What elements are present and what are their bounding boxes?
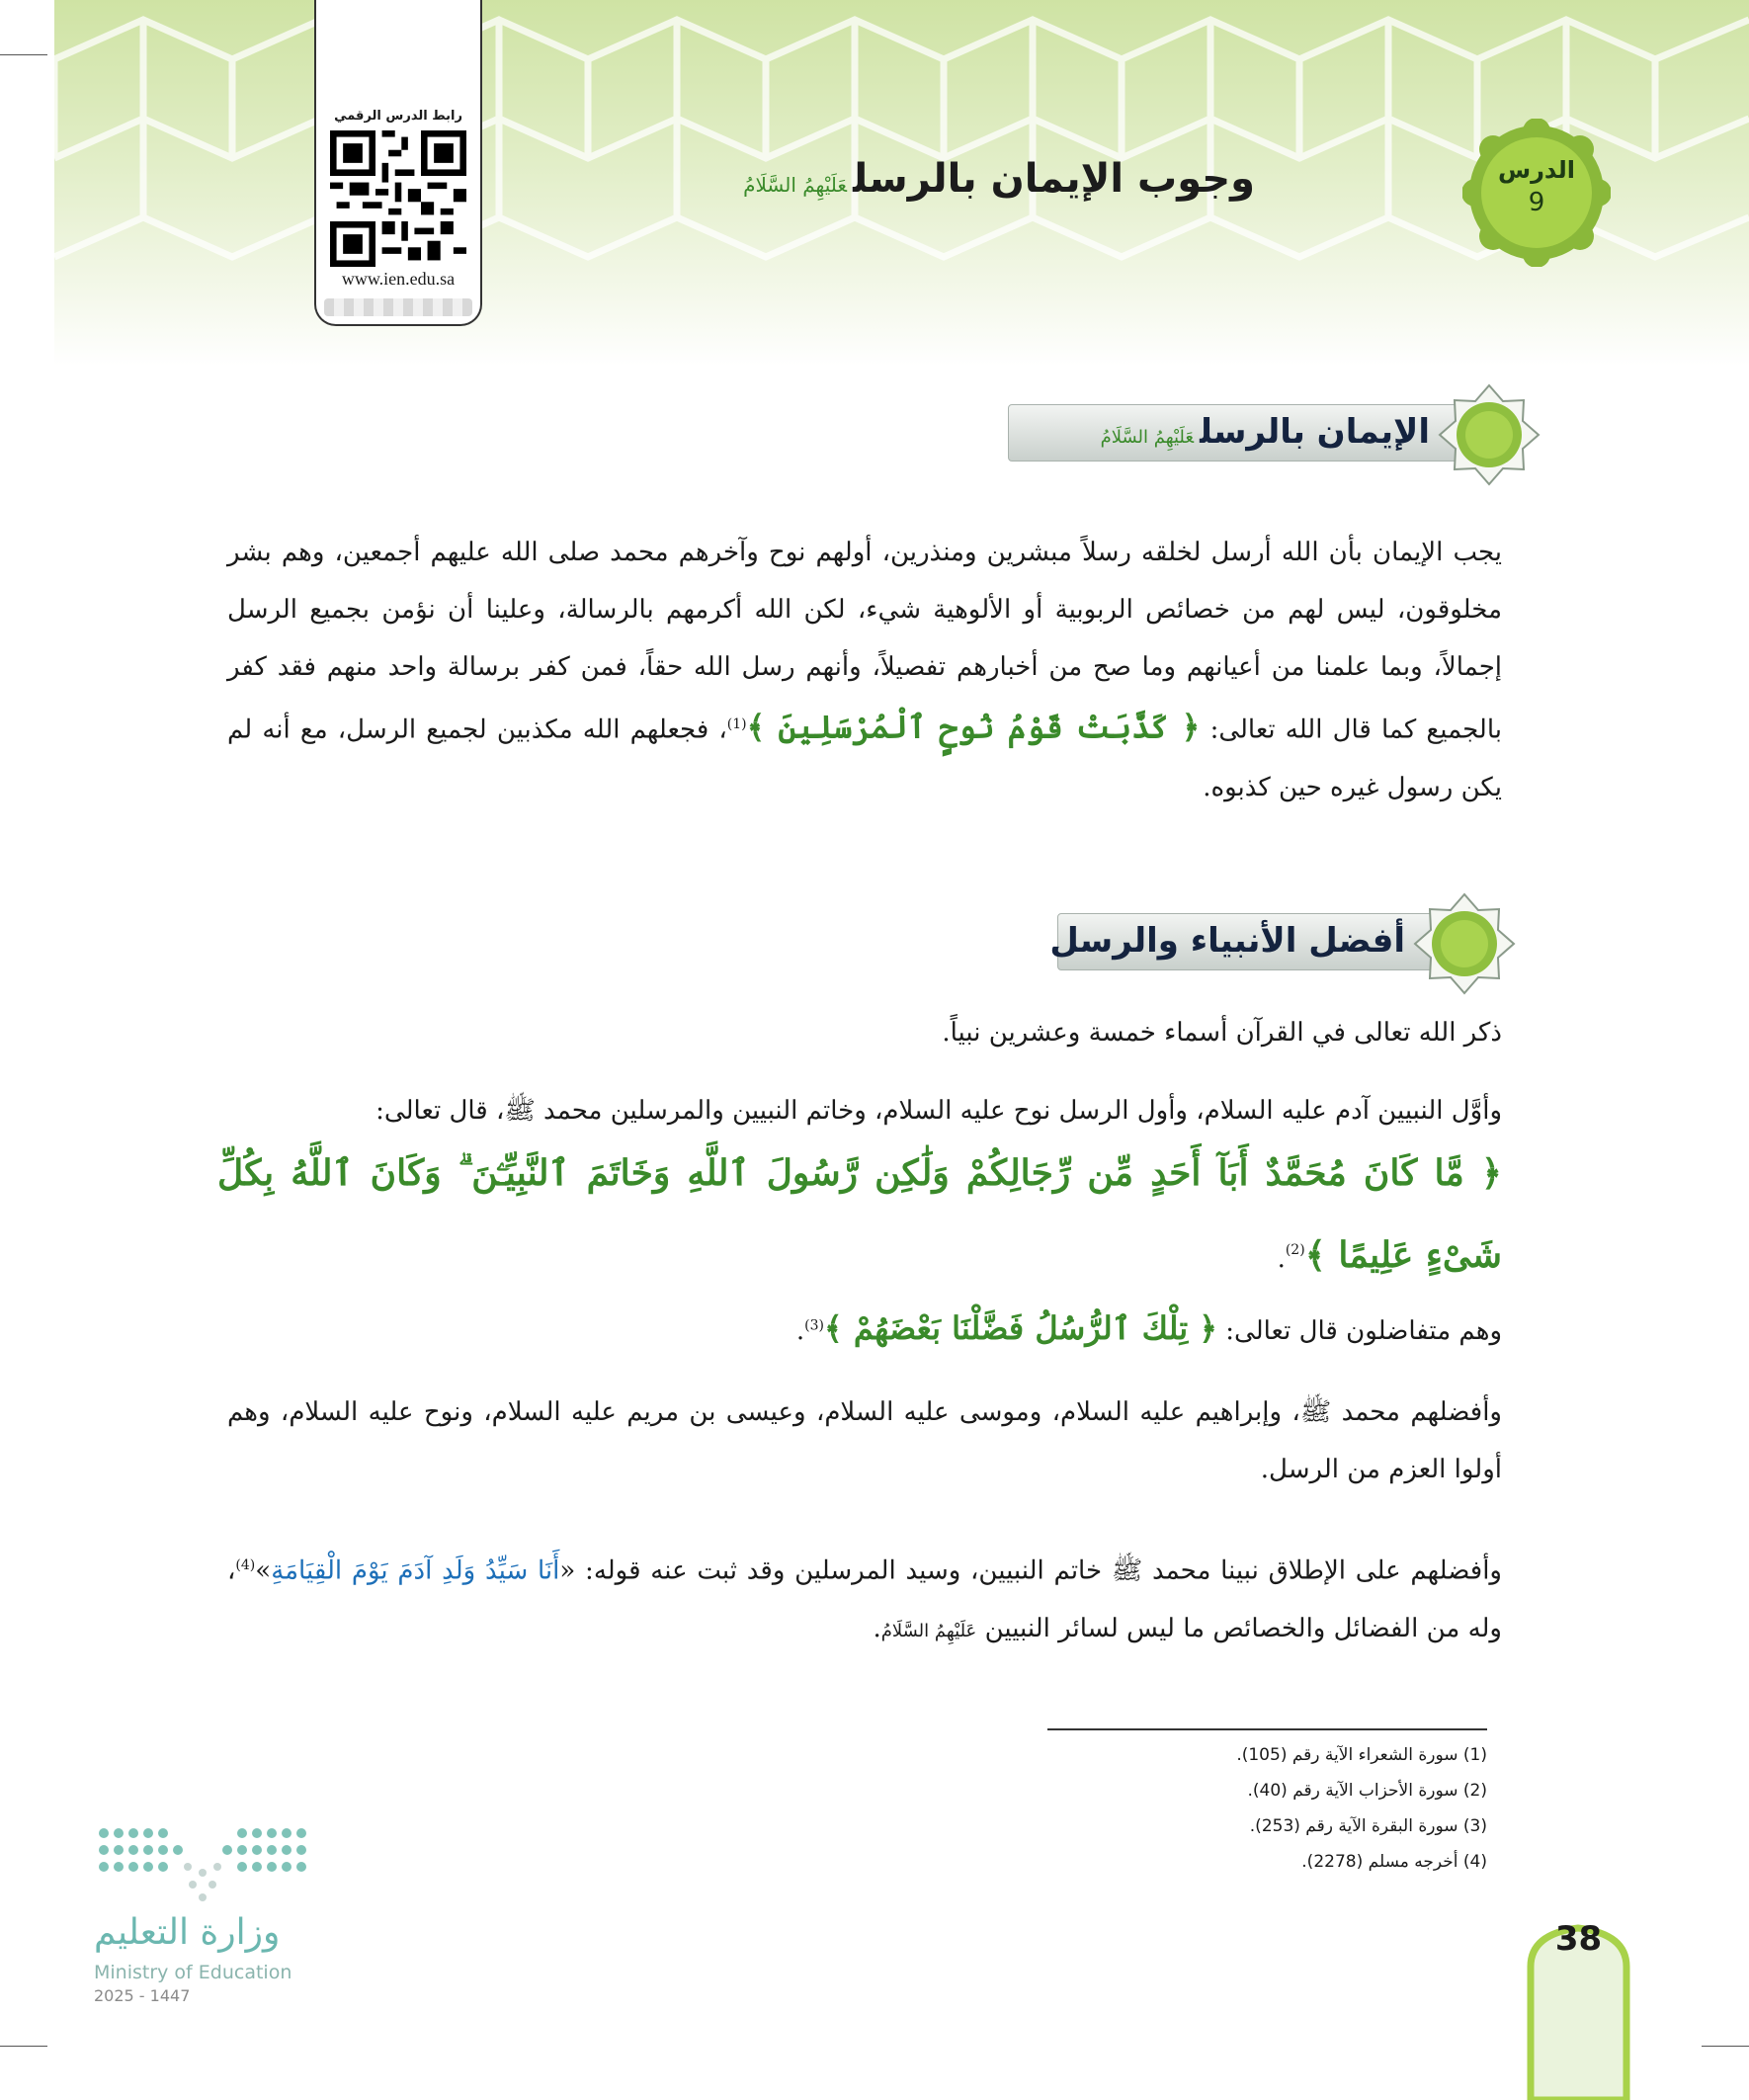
lesson-word: الدرس: [1497, 156, 1576, 184]
quran-verse-3: ﴿ تِلْكَ ٱلرُّسُلُ فَضَّلْنَا بَعْضَهُمْ ﴾: [823, 1309, 1218, 1347]
title-honorific: عَلَيْهِمُ السَّلَامُ: [743, 173, 848, 197]
footnote-ref-1[interactable]: (1): [726, 716, 747, 732]
line-3-pre: وهم متفاضلون قال تعالى:: [1225, 1316, 1502, 1346]
hadith-close: »: [255, 1555, 272, 1586]
heading-1-honorific: عَلَيْهِمُ السَّلَامُ: [1100, 427, 1195, 448]
lesson-badge: [1462, 119, 1611, 267]
line-3: [796, 1309, 1502, 1347]
footnote-1: (1) سورة الشعراء الآية رقم (105).: [1236, 1745, 1487, 1765]
crop-mark: [0, 54, 47, 55]
section-heading-2-text: أفضل الأنبياء والرسل: [1049, 921, 1405, 961]
footnote-4: (4) أخرجه مسلم (2278).: [1301, 1852, 1487, 1872]
footnotes-list: [993, 1737, 1487, 1880]
heading-flower-icon: [1403, 889, 1522, 998]
heading-flower-icon: [1428, 380, 1546, 489]
paragraph-5-honorific: عَلَيْهِمُ السَّلَامُ: [880, 1620, 977, 1641]
paragraph-5-period: .: [873, 1613, 881, 1643]
paragraph-1-end: ، فجعلهم الله مكذبين لجميع الرسل، مع أنه لم يكن رسول غيره حين كذبوه.: [227, 714, 1502, 802]
ministry-year: 2025 - 1447: [94, 1986, 191, 2005]
line-3-period: .: [795, 1316, 805, 1346]
hadith-quote: أَنَا سَيِّدُ وَلَدِ آدَمَ يَوْمَ الْقِيَامَةِ: [271, 1555, 560, 1586]
footnote-divider: [1047, 1728, 1487, 1730]
quran-verse-2-block: [217, 1134, 1502, 1298]
qr-card-pattern: [324, 298, 472, 316]
lesson-title-text: وجوب الإيمان بالرسل: [853, 156, 1255, 202]
paragraph-1: [227, 524, 1502, 816]
qr-url[interactable]: www.ien.edu.sa: [341, 269, 456, 289]
crop-mark: [0, 2046, 47, 2047]
paragraph-4: [227, 1384, 1502, 1498]
crop-mark: [1702, 2046, 1749, 2047]
paragraph-4-text: وأفضلهم محمد ﷺ، وإبراهيم عليه السلام، وموسى عليه السلام، وعيسى بن مريم عليه السلام، ونوح عليه السلام، وهم أولوا العزم من الرسل.: [227, 1397, 1502, 1484]
section-heading-1: [1008, 380, 1546, 479]
verse-2-period: .: [1277, 1244, 1286, 1274]
heading-1-label: الإيمان بالرسل: [1200, 412, 1430, 452]
lesson-number: 9: [1528, 188, 1545, 217]
ministry-name-ar: وزارة التعليم: [94, 1912, 281, 1953]
paragraph-1-text: يجب الإيمان بأن الله أرسل لخلقه رسلاً مبشرين ومنذرين، أولهم نوح وآخرهم محمد صلى الله عليهم أجمعين، وهم بشر مخلوقون، ليس لهم من خصائص الربوبية أو الألوهية شيء، لكن الله أكرمهم بالرسالة، وعلينا أن نؤمن بجميع الرسل إجمالاً، وبما علمنا من أعيانهم وما صح من أخبارهم تفصيلاً، وأنهم رسل الله حقاً، فمن كفر برسالة واحد منهم فقد كفر بالجميع كما قال الله تعالى:: [227, 538, 1503, 745]
footnote-ref-2[interactable]: (2): [1285, 1242, 1305, 1258]
footnote-ref-4[interactable]: (4): [235, 1557, 256, 1573]
line-2: وأوَّل النبيين آدم عليه السلام، وأول الرسل نوح عليه السلام، وخاتم النبيين والمرسلين محمد ﷺ، قال تعالى:: [375, 1096, 1502, 1126]
footnote-3: (3) سورة البقرة الآية رقم (253).: [1249, 1816, 1487, 1836]
section-heading-1-text: [1101, 412, 1430, 452]
page-number: 38: [1554, 1919, 1603, 1959]
paragraph-5-pre: وأفضلهم على الإطلاق نبينا محمد ﷺ خاتم النبيين، وسيد المرسلين وقد ثبت عنه قوله: «: [559, 1555, 1502, 1586]
qr-label: رابط الدرس الرقمي: [334, 109, 462, 124]
section-1-paragraph: [227, 524, 1502, 816]
line-1: ذكر الله تعالى في القرآن أسماء خمسة وعشرين نبياً.: [942, 1018, 1502, 1048]
qr-card[interactable]: [314, 0, 482, 326]
ministry-name-en: Ministry of Education: [94, 1962, 292, 1983]
quran-verse-2: ﴿ مَّا كَانَ مُحَمَّدٌ أَبَآ أَحَدٍ مِّن رِّجَالِكُمْ وَلَٰكِن رَّسُولَ ٱللَّهِ وَخَاتَمَ ٱلنَّبِيِّـۧنَ ۗ وَكَانَ ٱللَّهُ بِكُلِّ شَىْءٍ عَلِيمًا ﴾: [217, 1152, 1502, 1276]
paragraph-5-body: [227, 1537, 1502, 1660]
paragraph-5: [227, 1537, 1502, 1660]
qr-code-icon[interactable]: [330, 130, 466, 267]
section-heading-2: [1049, 889, 1522, 988]
paragraph-5-post: ، وله من الفضائل والخصائص ما ليس لسائر النبيين: [227, 1555, 1502, 1643]
quran-verse-1: ﴿ كَذَّبَتْ قَوْمُ نُوحٍ ٱلْمُرْسَلِينَ ﴾: [746, 708, 1201, 746]
footnote-ref-3[interactable]: (3): [804, 1317, 824, 1334]
footnote-2: (2) سورة الأحزاب الآية رقم (40).: [1247, 1781, 1487, 1801]
lesson-title: [743, 156, 1255, 202]
